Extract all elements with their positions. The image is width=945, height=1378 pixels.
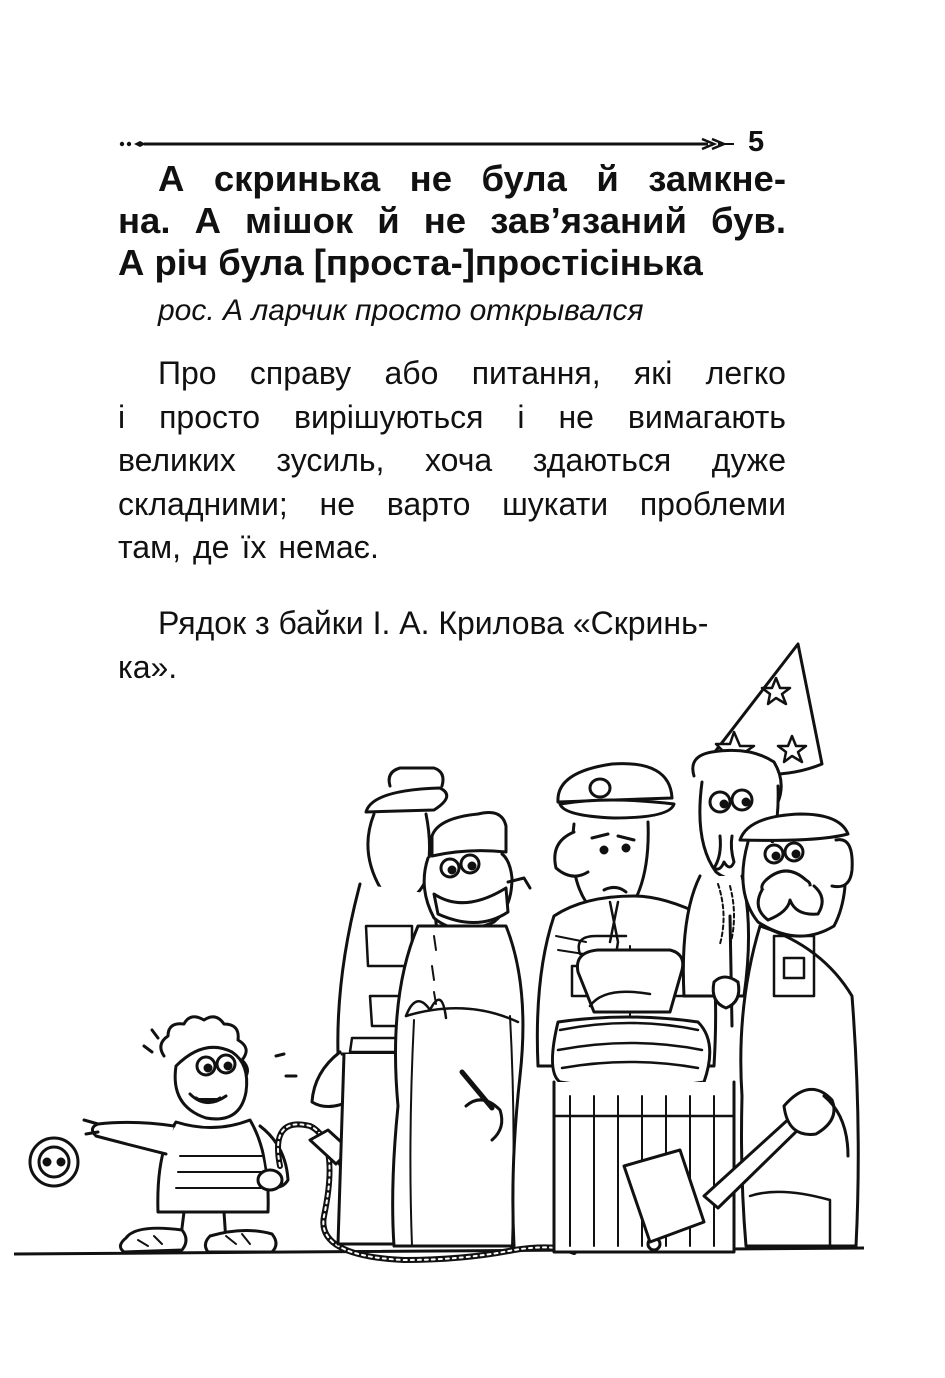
meaning-line xyxy=(118,526,786,570)
boy-character xyxy=(84,1017,296,1252)
meaning-word: немає. xyxy=(278,529,379,565)
idiom-word: й xyxy=(596,158,619,199)
meaning-word: зусиль, xyxy=(276,442,385,478)
meaning-word: або xyxy=(384,355,439,391)
idiom-word: не xyxy=(423,200,467,241)
meaning-word: справу xyxy=(249,355,352,391)
meaning-word: Про xyxy=(158,355,217,391)
meaning-word: де xyxy=(192,529,230,565)
meaning-word: великих xyxy=(118,442,236,478)
idiom-word: А xyxy=(194,200,221,241)
meaning-word: там, xyxy=(118,529,181,565)
cartoon-illustration xyxy=(14,636,864,1296)
source-line: Рядок з байки І. А. Крилова «Скринь- xyxy=(158,605,709,641)
header-arrow-rule xyxy=(118,132,738,156)
source-line: ка». xyxy=(118,648,178,685)
meaning-paragraph xyxy=(118,352,786,570)
meaning-word: просто xyxy=(159,398,261,435)
idiom-word: й xyxy=(377,200,400,241)
meaning-word: питання, xyxy=(471,355,601,391)
idiom-word: зав’язаний xyxy=(490,200,687,241)
idiom-word: скринька xyxy=(213,158,381,199)
idiom-word: був. xyxy=(711,200,786,241)
idiom-word: замкне- xyxy=(648,158,786,199)
idiom-word: була xyxy=(481,158,567,199)
idiom-word: на. xyxy=(118,200,171,241)
meaning-word: дуже xyxy=(711,442,786,478)
meaning-word: не xyxy=(319,485,356,522)
meaning-line xyxy=(118,396,786,440)
idiom-heading xyxy=(118,158,786,284)
page-number: 5 xyxy=(748,126,765,158)
idiom-word: не xyxy=(409,158,453,199)
wall-socket-icon xyxy=(30,1138,78,1186)
meaning-word: варто xyxy=(386,485,471,522)
idiom-word: мішок xyxy=(245,200,354,241)
meaning-word: не xyxy=(558,398,594,435)
idiom-word: А xyxy=(158,158,185,199)
idiom-line-2 xyxy=(118,200,786,242)
meaning-word: вимагають xyxy=(627,398,786,435)
russian-equivalent: рос. А ларчик просто открывался xyxy=(158,294,644,327)
meaning-line xyxy=(118,483,786,527)
idiom-line-3: А річ була [проста-]простісінька xyxy=(118,242,703,283)
meaning-word: проблеми xyxy=(639,485,786,522)
meaning-word: і xyxy=(517,398,525,435)
meaning-line xyxy=(118,352,786,396)
meaning-word: які xyxy=(633,355,673,391)
meaning-word: і xyxy=(118,398,126,435)
meaning-word: складними; xyxy=(118,485,288,522)
meaning-word: хоча xyxy=(425,442,493,478)
meaning-word: здаються xyxy=(532,442,672,478)
meaning-word: шукати xyxy=(502,485,609,522)
meaning-line xyxy=(118,439,786,483)
meaning-word: легко xyxy=(705,355,786,391)
meaning-word: їх xyxy=(241,529,267,565)
idiom-line-1 xyxy=(118,158,786,200)
meaning-word: вирішуються xyxy=(294,398,484,435)
